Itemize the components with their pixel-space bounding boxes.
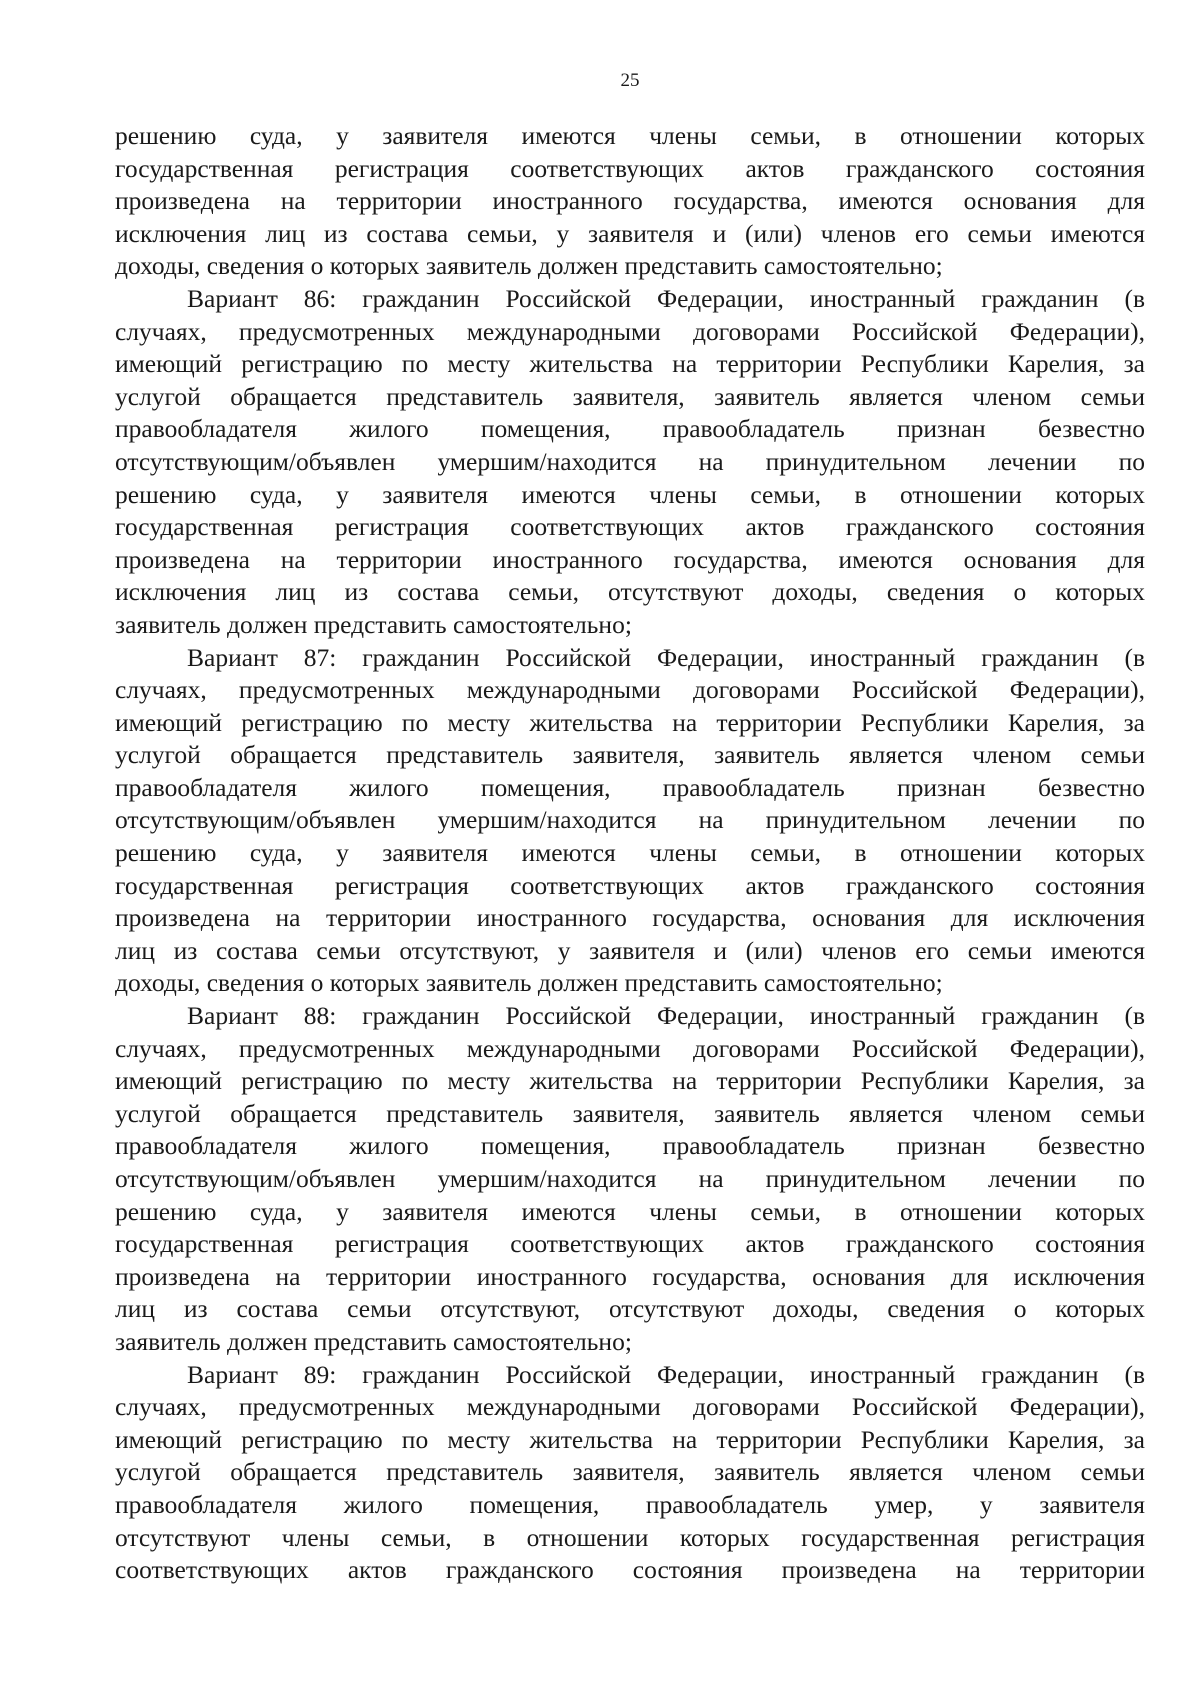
paragraph	[115, 1000, 1145, 1359]
text-line: правообладателя жилого помещения, правообладатель признан безвестно	[115, 414, 1145, 444]
text-line: Вариант 88: гражданин Российской Федерации, иностранный гражданин (в	[187, 1001, 1145, 1031]
text-line: услугой обращается представитель заявителя, заявитель является членом семьи	[115, 1457, 1145, 1487]
text-line: услугой обращается представитель заявителя, заявитель является членом семьи	[115, 381, 1145, 411]
text-line: лиц из состава семьи отсутствуют, отсутствуют доходы, сведения о которых	[115, 1294, 1145, 1324]
text-line: решению суда, у заявителя имеются члены семьи, в отношении которых	[115, 838, 1145, 868]
text-line: доходы, сведения о которых заявитель должен представить самостоятельно;	[115, 251, 943, 281]
text-line: услугой обращается представитель заявителя, заявитель является членом семьи	[115, 1098, 1145, 1128]
text-line: Вариант 86: гражданин Российской Федерации, иностранный гражданин (в	[187, 283, 1145, 313]
text-line: государственная регистрация соответствующих актов гражданского состояния	[115, 153, 1145, 183]
text-line: исключения лиц из состава семьи, отсутствуют доходы, сведения о которых	[115, 577, 1145, 607]
text-line: услугой обращается представитель заявителя, заявитель является членом семьи	[115, 740, 1145, 770]
paragraph	[115, 1359, 1145, 1587]
text-line: Вариант 89: гражданин Российской Федерации, иностранный гражданин (в	[187, 1359, 1145, 1389]
text-line: соответствующих актов гражданского состояния произведена на территории	[115, 1555, 1145, 1585]
page-number: 25	[620, 70, 640, 91]
text-line: решению суда, у заявителя имеются члены семьи, в отношении которых	[115, 121, 1145, 150]
text-line: имеющий регистрацию по месту жительства на территории Республики Карелия, за	[115, 1066, 1145, 1096]
text-line: заявитель должен представить самостоятельно;	[115, 1326, 632, 1356]
text-line: случаях, предусмотренных международными договорами Российской Федерации),	[115, 675, 1145, 705]
text-line: отсутствующим/объявлен умершим/находится на принудительном лечении по	[115, 1164, 1145, 1193]
document-body	[115, 120, 1145, 1587]
paragraph	[115, 120, 1145, 283]
text-line: правообладателя жилого помещения, правообладатель признан безвестно	[115, 772, 1145, 802]
text-line: отсутствуют члены семьи, в отношении которых государственная регистрация	[115, 1522, 1145, 1552]
text-line: имеющий регистрацию по месту жительства на территории Республики Карелия, за	[115, 1424, 1145, 1454]
text-line: государственная регистрация соответствующих актов гражданского состояния	[115, 870, 1145, 900]
text-line: отсутствующим/объявлен умершим/находится на принудительном лечении по	[115, 446, 1145, 476]
text-line: исключения лиц из состава семьи, у заявителя и (или) членов его семьи имеются	[115, 218, 1145, 248]
text-line: имеющий регистрацию по месту жительства на территории Республики Карелия, за	[115, 349, 1145, 379]
text-line: государственная регистрация соответствующих актов гражданского состояния	[115, 1229, 1145, 1259]
text-line: решению суда, у заявителя имеются члены семьи, в отношении которых	[115, 1196, 1145, 1226]
text-line: произведена на территории иностранного государства, имеются основания для	[115, 186, 1145, 216]
text-line: Вариант 87: гражданин Российской Федерации, иностранный гражданин (в	[187, 642, 1145, 672]
text-line: доходы, сведения о которых заявитель должен представить самостоятельно;	[115, 968, 943, 998]
text-line: случаях, предусмотренных международными договорами Российской Федерации),	[115, 1392, 1145, 1422]
text-line: решению суда, у заявителя имеются члены семьи, в отношении которых	[115, 479, 1145, 509]
text-line: государственная регистрация соответствующих актов гражданского состояния	[115, 512, 1145, 542]
paragraph	[115, 642, 1145, 1001]
text-line: случаях, предусмотренных международными договорами Российской Федерации),	[115, 1033, 1145, 1063]
text-line: произведена на территории иностранного государства, имеются основания для	[115, 544, 1145, 574]
text-line: лиц из состава семьи отсутствуют, у заявителя и (или) членов его семьи имеются	[115, 935, 1145, 965]
text-line: произведена на территории иностранного государства, основания для исключения	[115, 1261, 1145, 1291]
text-line: случаях, предусмотренных международными договорами Российской Федерации),	[115, 316, 1145, 346]
text-line: правообладателя жилого помещения, правообладатель умер, у заявителя	[115, 1489, 1145, 1519]
text-line: правообладателя жилого помещения, правообладатель признан безвестно	[115, 1131, 1145, 1161]
paragraph	[115, 283, 1145, 642]
text-line: произведена на территории иностранного государства, основания для исключения	[115, 903, 1145, 933]
text-line: отсутствующим/объявлен умершим/находится на принудительном лечении по	[115, 805, 1145, 835]
text-line: имеющий регистрацию по месту жительства на территории Республики Карелия, за	[115, 707, 1145, 737]
text-line: заявитель должен представить самостоятельно;	[115, 609, 632, 639]
